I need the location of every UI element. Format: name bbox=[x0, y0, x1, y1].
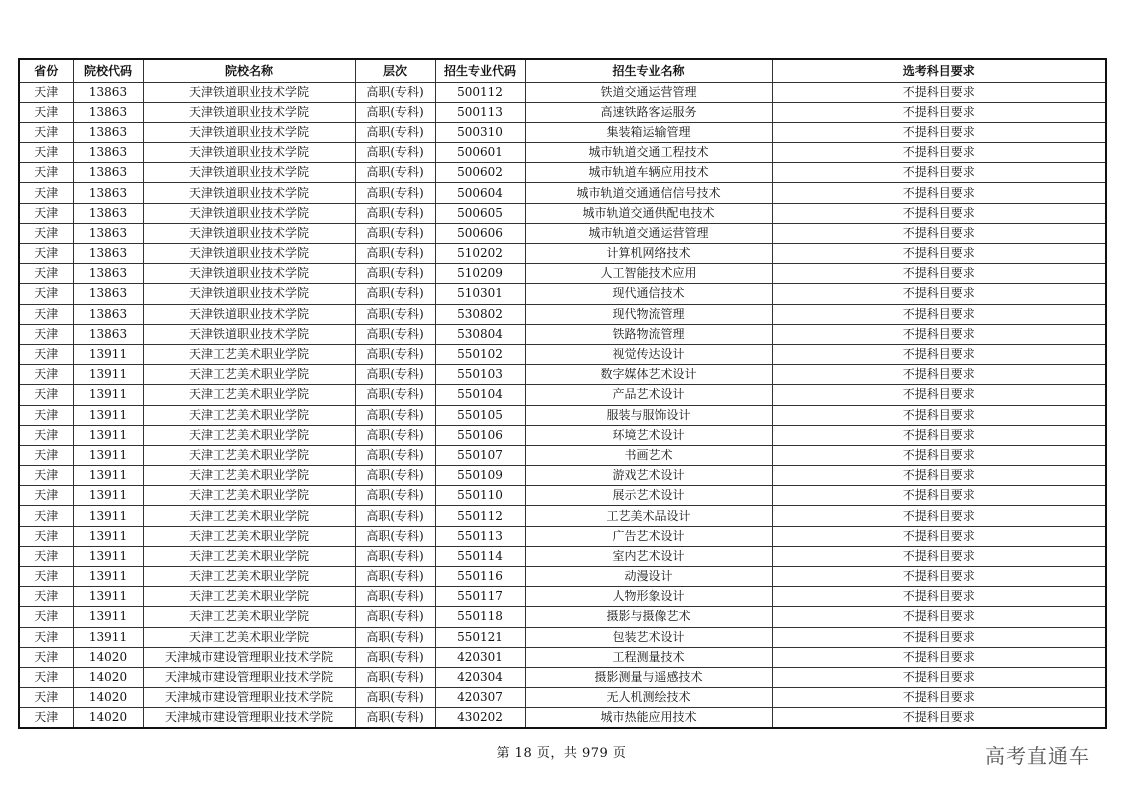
cell-major-code: 510301 bbox=[435, 284, 525, 304]
column-header-level: 层次 bbox=[355, 59, 435, 82]
cell-major-name: 数字媒体艺术设计 bbox=[525, 365, 772, 385]
cell-level: 高职(专科) bbox=[355, 143, 435, 163]
cell-subject-requirement: 不提科目要求 bbox=[772, 587, 1106, 607]
cell-school-name: 天津铁道职业技术学院 bbox=[143, 244, 355, 264]
cell-level: 高职(专科) bbox=[355, 466, 435, 486]
cell-major-name: 铁路物流管理 bbox=[525, 324, 772, 344]
cell-school-name: 天津工艺美术职业学院 bbox=[143, 546, 355, 566]
cell-school-code: 13911 bbox=[73, 546, 143, 566]
cell-major-name: 人工智能技术应用 bbox=[525, 264, 772, 284]
cell-subject-requirement: 不提科目要求 bbox=[772, 526, 1106, 546]
cell-subject-requirement: 不提科目要求 bbox=[772, 567, 1106, 587]
cell-major-name: 室内艺术设计 bbox=[525, 546, 772, 566]
cell-school-name: 天津工艺美术职业学院 bbox=[143, 425, 355, 445]
cell-school-name: 天津工艺美术职业学院 bbox=[143, 587, 355, 607]
cell-level: 高职(专科) bbox=[355, 405, 435, 425]
cell-subject-requirement: 不提科目要求 bbox=[772, 244, 1106, 264]
cell-subject-requirement: 不提科目要求 bbox=[772, 304, 1106, 324]
cell-school-code: 13863 bbox=[73, 304, 143, 324]
cell-major-code: 530804 bbox=[435, 324, 525, 344]
table-row bbox=[19, 567, 1106, 587]
cell-level: 高职(专科) bbox=[355, 163, 435, 183]
cell-level: 高职(专科) bbox=[355, 688, 435, 708]
cell-major-code: 550103 bbox=[435, 365, 525, 385]
cell-school-name: 天津铁道职业技术学院 bbox=[143, 82, 355, 102]
table-row bbox=[19, 122, 1106, 142]
cell-subject-requirement: 不提科目要求 bbox=[772, 344, 1106, 364]
cell-level: 高职(专科) bbox=[355, 264, 435, 284]
cell-school-name: 天津铁道职业技术学院 bbox=[143, 324, 355, 344]
cell-level: 高职(专科) bbox=[355, 627, 435, 647]
cell-major-code: 510209 bbox=[435, 264, 525, 284]
cell-province: 天津 bbox=[19, 486, 73, 506]
table-row bbox=[19, 607, 1106, 627]
cell-major-name: 摄影与摄像艺术 bbox=[525, 607, 772, 627]
cell-province: 天津 bbox=[19, 203, 73, 223]
cell-major-name: 游戏艺术设计 bbox=[525, 466, 772, 486]
cell-level: 高职(专科) bbox=[355, 304, 435, 324]
table-row bbox=[19, 82, 1106, 102]
cell-province: 天津 bbox=[19, 627, 73, 647]
cell-level: 高职(专科) bbox=[355, 344, 435, 364]
cell-major-code: 530802 bbox=[435, 304, 525, 324]
cell-province: 天津 bbox=[19, 264, 73, 284]
table-body bbox=[19, 82, 1106, 728]
cell-major-name: 工程测量技术 bbox=[525, 647, 772, 667]
cell-subject-requirement: 不提科目要求 bbox=[772, 546, 1106, 566]
cell-level: 高职(专科) bbox=[355, 708, 435, 729]
cell-school-name: 天津工艺美术职业学院 bbox=[143, 466, 355, 486]
cell-province: 天津 bbox=[19, 445, 73, 465]
cell-level: 高职(专科) bbox=[355, 223, 435, 243]
cell-level: 高职(专科) bbox=[355, 445, 435, 465]
cell-school-name: 天津工艺美术职业学院 bbox=[143, 344, 355, 364]
cell-school-code: 13911 bbox=[73, 587, 143, 607]
cell-level: 高职(专科) bbox=[355, 122, 435, 142]
cell-major-code: 430202 bbox=[435, 708, 525, 729]
table-row bbox=[19, 264, 1106, 284]
cell-school-name: 天津工艺美术职业学院 bbox=[143, 627, 355, 647]
cell-school-code: 13911 bbox=[73, 607, 143, 627]
cell-major-name: 铁道交通运营管理 bbox=[525, 82, 772, 102]
cell-major-code: 500310 bbox=[435, 122, 525, 142]
cell-province: 天津 bbox=[19, 163, 73, 183]
cell-major-name: 人物形象设计 bbox=[525, 587, 772, 607]
cell-subject-requirement: 不提科目要求 bbox=[772, 143, 1106, 163]
cell-subject-requirement: 不提科目要求 bbox=[772, 425, 1106, 445]
cell-subject-requirement: 不提科目要求 bbox=[772, 607, 1106, 627]
cell-level: 高职(专科) bbox=[355, 567, 435, 587]
cell-school-code: 13863 bbox=[73, 82, 143, 102]
cell-subject-requirement: 不提科目要求 bbox=[772, 405, 1106, 425]
cell-major-code: 500605 bbox=[435, 203, 525, 223]
cell-subject-requirement: 不提科目要求 bbox=[772, 445, 1106, 465]
cell-major-name: 城市热能应用技术 bbox=[525, 708, 772, 729]
table-row bbox=[19, 223, 1106, 243]
table-row bbox=[19, 365, 1106, 385]
cell-school-code: 13911 bbox=[73, 425, 143, 445]
cell-school-code: 13911 bbox=[73, 486, 143, 506]
cell-major-code: 420307 bbox=[435, 688, 525, 708]
table-row bbox=[19, 445, 1106, 465]
table-row bbox=[19, 667, 1106, 687]
cell-province: 天津 bbox=[19, 708, 73, 729]
cell-province: 天津 bbox=[19, 304, 73, 324]
cell-major-name: 计算机网络技术 bbox=[525, 244, 772, 264]
cell-major-name: 城市轨道交通运营管理 bbox=[525, 223, 772, 243]
cell-province: 天津 bbox=[19, 344, 73, 364]
cell-level: 高职(专科) bbox=[355, 284, 435, 304]
cell-province: 天津 bbox=[19, 385, 73, 405]
watermark-text: 高考直通车 bbox=[985, 744, 1090, 768]
cell-school-code: 14020 bbox=[73, 647, 143, 667]
cell-school-code: 13911 bbox=[73, 365, 143, 385]
table-row bbox=[19, 143, 1106, 163]
cell-school-code: 14020 bbox=[73, 688, 143, 708]
cell-school-name: 天津铁道职业技术学院 bbox=[143, 264, 355, 284]
cell-major-code: 550113 bbox=[435, 526, 525, 546]
cell-province: 天津 bbox=[19, 466, 73, 486]
cell-major-code: 550116 bbox=[435, 567, 525, 587]
cell-subject-requirement: 不提科目要求 bbox=[772, 183, 1106, 203]
cell-major-code: 500604 bbox=[435, 183, 525, 203]
table-row bbox=[19, 587, 1106, 607]
table-header bbox=[19, 59, 1106, 82]
cell-school-code: 13911 bbox=[73, 526, 143, 546]
cell-subject-requirement: 不提科目要求 bbox=[772, 102, 1106, 122]
cell-subject-requirement: 不提科目要求 bbox=[772, 163, 1106, 183]
cell-level: 高职(专科) bbox=[355, 667, 435, 687]
cell-level: 高职(专科) bbox=[355, 203, 435, 223]
cell-school-code: 13911 bbox=[73, 344, 143, 364]
cell-major-name: 城市轨道车辆应用技术 bbox=[525, 163, 772, 183]
cell-major-code: 550106 bbox=[435, 425, 525, 445]
cell-level: 高职(专科) bbox=[355, 365, 435, 385]
cell-province: 天津 bbox=[19, 183, 73, 203]
table-row bbox=[19, 466, 1106, 486]
cell-province: 天津 bbox=[19, 526, 73, 546]
cell-subject-requirement: 不提科目要求 bbox=[772, 223, 1106, 243]
cell-province: 天津 bbox=[19, 607, 73, 627]
cell-province: 天津 bbox=[19, 324, 73, 344]
cell-major-name: 广告艺术设计 bbox=[525, 526, 772, 546]
cell-subject-requirement: 不提科目要求 bbox=[772, 203, 1106, 223]
cell-level: 高职(专科) bbox=[355, 385, 435, 405]
page-number: 第 18 页，共 979 页 bbox=[496, 746, 627, 761]
table-row bbox=[19, 183, 1106, 203]
cell-major-code: 420304 bbox=[435, 667, 525, 687]
column-header-major-code: 招生专业代码 bbox=[435, 59, 525, 82]
table-row bbox=[19, 284, 1106, 304]
cell-school-code: 13863 bbox=[73, 163, 143, 183]
cell-province: 天津 bbox=[19, 506, 73, 526]
cell-major-name: 城市轨道交通工程技术 bbox=[525, 143, 772, 163]
cell-major-code: 500601 bbox=[435, 143, 525, 163]
cell-major-code: 550121 bbox=[435, 627, 525, 647]
cell-school-code: 13863 bbox=[73, 223, 143, 243]
cell-major-code: 550107 bbox=[435, 445, 525, 465]
cell-province: 天津 bbox=[19, 546, 73, 566]
cell-level: 高职(专科) bbox=[355, 647, 435, 667]
cell-school-code: 13911 bbox=[73, 567, 143, 587]
table-row bbox=[19, 688, 1106, 708]
cell-school-name: 天津工艺美术职业学院 bbox=[143, 567, 355, 587]
cell-major-name: 工艺美术品设计 bbox=[525, 506, 772, 526]
cell-school-name: 天津铁道职业技术学院 bbox=[143, 183, 355, 203]
cell-level: 高职(专科) bbox=[355, 526, 435, 546]
cell-subject-requirement: 不提科目要求 bbox=[772, 122, 1106, 142]
cell-subject-requirement: 不提科目要求 bbox=[772, 688, 1106, 708]
cell-major-code: 550102 bbox=[435, 344, 525, 364]
cell-school-code: 13863 bbox=[73, 324, 143, 344]
cell-level: 高职(专科) bbox=[355, 486, 435, 506]
table-row bbox=[19, 486, 1106, 506]
table-row bbox=[19, 324, 1106, 344]
cell-school-code: 13911 bbox=[73, 445, 143, 465]
cell-school-code: 13911 bbox=[73, 627, 143, 647]
cell-major-name: 集装箱运输管理 bbox=[525, 122, 772, 142]
cell-level: 高职(专科) bbox=[355, 425, 435, 445]
cell-major-code: 420301 bbox=[435, 647, 525, 667]
cell-subject-requirement: 不提科目要求 bbox=[772, 324, 1106, 344]
column-header-school-code: 院校代码 bbox=[73, 59, 143, 82]
cell-major-code: 510202 bbox=[435, 244, 525, 264]
cell-province: 天津 bbox=[19, 667, 73, 687]
cell-major-name: 无人机测绘技术 bbox=[525, 688, 772, 708]
cell-major-name: 服装与服饰设计 bbox=[525, 405, 772, 425]
cell-school-name: 天津城市建设管理职业技术学院 bbox=[143, 647, 355, 667]
cell-major-code: 550112 bbox=[435, 506, 525, 526]
column-header-major-name: 招生专业名称 bbox=[525, 59, 772, 82]
cell-school-name: 天津工艺美术职业学院 bbox=[143, 486, 355, 506]
cell-level: 高职(专科) bbox=[355, 506, 435, 526]
cell-subject-requirement: 不提科目要求 bbox=[772, 486, 1106, 506]
cell-subject-requirement: 不提科目要求 bbox=[772, 627, 1106, 647]
cell-major-code: 550105 bbox=[435, 405, 525, 425]
cell-school-code: 13863 bbox=[73, 143, 143, 163]
cell-major-code: 550114 bbox=[435, 546, 525, 566]
cell-major-name: 现代物流管理 bbox=[525, 304, 772, 324]
cell-subject-requirement: 不提科目要求 bbox=[772, 647, 1106, 667]
cell-school-code: 13911 bbox=[73, 466, 143, 486]
cell-major-code: 550109 bbox=[435, 466, 525, 486]
cell-school-code: 14020 bbox=[73, 667, 143, 687]
cell-level: 高职(专科) bbox=[355, 607, 435, 627]
table-row bbox=[19, 203, 1106, 223]
cell-school-name: 天津工艺美术职业学院 bbox=[143, 365, 355, 385]
table-row bbox=[19, 425, 1106, 445]
cell-major-code: 500602 bbox=[435, 163, 525, 183]
cell-major-name: 城市轨道交通通信信号技术 bbox=[525, 183, 772, 203]
cell-major-code: 550104 bbox=[435, 385, 525, 405]
table-row bbox=[19, 627, 1106, 647]
cell-major-code: 550118 bbox=[435, 607, 525, 627]
cell-subject-requirement: 不提科目要求 bbox=[772, 284, 1106, 304]
cell-school-name: 天津城市建设管理职业技术学院 bbox=[143, 667, 355, 687]
cell-province: 天津 bbox=[19, 567, 73, 587]
cell-major-code: 500112 bbox=[435, 82, 525, 102]
cell-school-code: 13863 bbox=[73, 244, 143, 264]
cell-school-code: 13863 bbox=[73, 203, 143, 223]
table-row bbox=[19, 102, 1106, 122]
cell-major-name: 动漫设计 bbox=[525, 567, 772, 587]
cell-province: 天津 bbox=[19, 122, 73, 142]
cell-school-name: 天津城市建设管理职业技术学院 bbox=[143, 708, 355, 729]
table-row bbox=[19, 385, 1106, 405]
cell-subject-requirement: 不提科目要求 bbox=[772, 82, 1106, 102]
table-row bbox=[19, 546, 1106, 566]
cell-school-code: 14020 bbox=[73, 708, 143, 729]
cell-level: 高职(专科) bbox=[355, 546, 435, 566]
table-row bbox=[19, 506, 1106, 526]
cell-level: 高职(专科) bbox=[355, 587, 435, 607]
cell-major-name: 城市轨道交通供配电技术 bbox=[525, 203, 772, 223]
cell-school-code: 13863 bbox=[73, 183, 143, 203]
cell-school-code: 13911 bbox=[73, 506, 143, 526]
cell-school-name: 天津城市建设管理职业技术学院 bbox=[143, 688, 355, 708]
cell-school-code: 13863 bbox=[73, 102, 143, 122]
table-row bbox=[19, 344, 1106, 364]
cell-school-name: 天津工艺美术职业学院 bbox=[143, 445, 355, 465]
cell-major-name: 现代通信技术 bbox=[525, 284, 772, 304]
cell-province: 天津 bbox=[19, 102, 73, 122]
cell-major-code: 500606 bbox=[435, 223, 525, 243]
cell-school-name: 天津工艺美术职业学院 bbox=[143, 526, 355, 546]
table-row bbox=[19, 708, 1106, 729]
cell-major-name: 产品艺术设计 bbox=[525, 385, 772, 405]
cell-school-name: 天津铁道职业技术学院 bbox=[143, 122, 355, 142]
header-row bbox=[19, 59, 1106, 82]
cell-major-name: 视觉传达设计 bbox=[525, 344, 772, 364]
cell-subject-requirement: 不提科目要求 bbox=[772, 506, 1106, 526]
table-row bbox=[19, 244, 1106, 264]
cell-school-code: 13863 bbox=[73, 284, 143, 304]
cell-school-name: 天津铁道职业技术学院 bbox=[143, 203, 355, 223]
column-header-province: 省份 bbox=[19, 59, 73, 82]
cell-subject-requirement: 不提科目要求 bbox=[772, 667, 1106, 687]
cell-province: 天津 bbox=[19, 284, 73, 304]
cell-subject-requirement: 不提科目要求 bbox=[772, 466, 1106, 486]
table-row bbox=[19, 647, 1106, 667]
cell-school-name: 天津工艺美术职业学院 bbox=[143, 607, 355, 627]
cell-school-name: 天津铁道职业技术学院 bbox=[143, 102, 355, 122]
table-row bbox=[19, 405, 1106, 425]
cell-major-name: 环境艺术设计 bbox=[525, 425, 772, 445]
cell-major-name: 包装艺术设计 bbox=[525, 627, 772, 647]
cell-major-name: 书画艺术 bbox=[525, 445, 772, 465]
table-row bbox=[19, 163, 1106, 183]
cell-school-code: 13863 bbox=[73, 264, 143, 284]
cell-province: 天津 bbox=[19, 82, 73, 102]
cell-province: 天津 bbox=[19, 405, 73, 425]
cell-province: 天津 bbox=[19, 223, 73, 243]
admissions-table bbox=[18, 58, 1107, 729]
cell-level: 高职(专科) bbox=[355, 244, 435, 264]
cell-subject-requirement: 不提科目要求 bbox=[772, 385, 1106, 405]
cell-school-name: 天津铁道职业技术学院 bbox=[143, 223, 355, 243]
cell-level: 高职(专科) bbox=[355, 82, 435, 102]
cell-level: 高职(专科) bbox=[355, 102, 435, 122]
cell-school-code: 13863 bbox=[73, 122, 143, 142]
cell-school-code: 13911 bbox=[73, 405, 143, 425]
cell-level: 高职(专科) bbox=[355, 183, 435, 203]
cell-province: 天津 bbox=[19, 425, 73, 445]
table-row bbox=[19, 526, 1106, 546]
cell-school-name: 天津工艺美术职业学院 bbox=[143, 506, 355, 526]
cell-major-code: 500113 bbox=[435, 102, 525, 122]
cell-province: 天津 bbox=[19, 244, 73, 264]
cell-school-name: 天津铁道职业技术学院 bbox=[143, 284, 355, 304]
cell-major-code: 550117 bbox=[435, 587, 525, 607]
cell-level: 高职(专科) bbox=[355, 324, 435, 344]
table-row bbox=[19, 304, 1106, 324]
cell-major-name: 摄影测量与遥感技术 bbox=[525, 667, 772, 687]
cell-school-name: 天津工艺美术职业学院 bbox=[143, 385, 355, 405]
cell-school-name: 天津铁道职业技术学院 bbox=[143, 304, 355, 324]
cell-province: 天津 bbox=[19, 587, 73, 607]
cell-major-name: 高速铁路客运服务 bbox=[525, 102, 772, 122]
cell-school-name: 天津铁道职业技术学院 bbox=[143, 143, 355, 163]
cell-province: 天津 bbox=[19, 647, 73, 667]
cell-subject-requirement: 不提科目要求 bbox=[772, 365, 1106, 385]
cell-subject-requirement: 不提科目要求 bbox=[772, 264, 1106, 284]
cell-school-code: 13911 bbox=[73, 385, 143, 405]
cell-school-name: 天津铁道职业技术学院 bbox=[143, 163, 355, 183]
cell-major-name: 展示艺术设计 bbox=[525, 486, 772, 506]
cell-major-code: 550110 bbox=[435, 486, 525, 506]
column-header-school-name: 院校名称 bbox=[143, 59, 355, 82]
cell-province: 天津 bbox=[19, 688, 73, 708]
cell-province: 天津 bbox=[19, 143, 73, 163]
cell-school-name: 天津工艺美术职业学院 bbox=[143, 405, 355, 425]
cell-province: 天津 bbox=[19, 365, 73, 385]
column-header-subject-requirement: 选考科目要求 bbox=[772, 59, 1106, 82]
cell-subject-requirement: 不提科目要求 bbox=[772, 708, 1106, 729]
